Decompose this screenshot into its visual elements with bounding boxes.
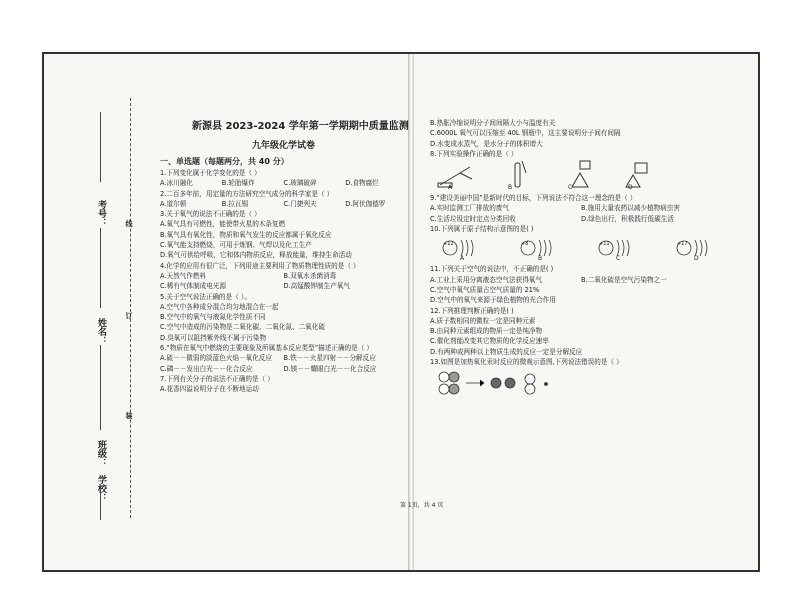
- right-questions: [430, 118, 730, 397]
- question-stem: 7.下列有关分子的说法不正确的是（ ）: [160, 374, 274, 383]
- option-row: [160, 178, 405, 188]
- lab-apparatus-icons: [430, 159, 730, 193]
- figure-q13: [430, 367, 730, 397]
- answer-option: C.空气中氧气质量占空气质量的 21%: [430, 285, 540, 294]
- question-stem: 6.“物质在氧气中燃烧的主要现象及所属基本反应类型”描述正确的是（ ）: [160, 344, 374, 353]
- answer-option: A.道尔顿: [160, 199, 187, 208]
- section-heading: 一、单选题（每题两分，共 40 分）: [160, 157, 289, 166]
- answer-option: D.镁－－耀眼白光－－化合反应: [283, 364, 377, 373]
- answer-option: B.氧气具有氧化性，物质和氧气发生的反应都属于氧化反应: [160, 230, 332, 239]
- answer-option: A.工业上采用分离液态空气法获得氧气: [430, 275, 542, 284]
- answer-option: D.食物腐烂: [345, 179, 379, 188]
- exam-title: 新源县 2023-2024 学年第一学期期中质量监测: [192, 121, 409, 132]
- figure-q10: [430, 234, 730, 264]
- xian-mark: 线: [125, 220, 133, 227]
- answer-option: D.有两种或两种以上物质生成的反应一定是分解反应: [430, 347, 583, 356]
- reaction-micro-diagram: [430, 367, 630, 397]
- answer-option: B.空气中的氧气与液氮化学性质不同: [160, 313, 266, 322]
- figure-q10-label-c: C: [616, 255, 621, 263]
- ding-mark: 订: [125, 312, 133, 319]
- answer-option: C.生活垃圾定时定点分类回收: [430, 214, 516, 223]
- figure-q8-label-d: D: [628, 184, 633, 192]
- question-stem: 10.下列属于原子结构示意图的是( ): [430, 225, 534, 234]
- exam-subtitle: 九年级化学试卷: [252, 141, 316, 151]
- answer-option: B.拉瓦锡: [221, 199, 249, 208]
- answer-option: B.双氧水杀菌消毒: [283, 271, 337, 280]
- answer-option: A.冰川融化: [160, 179, 193, 188]
- option-row: [160, 353, 405, 363]
- figure-q8-label-b: B: [508, 184, 513, 192]
- xingming-label: 姓名：: [96, 318, 106, 345]
- answer-option: A.硫－－微弱的淡蓝色火焰－氧化反应: [160, 354, 272, 363]
- option-row: [160, 364, 405, 374]
- answer-option: A.氧气具有可燃性，能使带火星的木条复燃: [160, 220, 286, 229]
- answer-option: B.二氧化硫是空气污染物之一: [581, 275, 667, 284]
- atom-nucleus-charge: +11: [599, 241, 610, 248]
- answer-option: C.稀有气体制成电光源: [160, 282, 227, 291]
- xuexiao-blank: [100, 490, 101, 520]
- answer-option: D.臭氧可以阻挡紫外线不属于污染物: [160, 333, 267, 342]
- question-stem: 1.下列变化属于化学变化的是（ ）: [160, 169, 261, 177]
- kaohao-label: 考号：: [96, 200, 106, 227]
- answer-option: C.玻璃破碎: [283, 179, 317, 188]
- option-row: [430, 203, 730, 213]
- answer-option: B.施用大量农药以减少植物病虫害: [581, 204, 680, 213]
- left-page: [160, 155, 405, 395]
- page-footer: 第 1页，共 4 页: [400, 502, 444, 509]
- answer-option: B.轮胎爆炸: [221, 179, 255, 188]
- answer-option: C.氧气能支持燃烧，可用于炼钢、气焊以及化工生产: [160, 241, 312, 250]
- answer-option: A.花香四溢说明分子在不断地运动: [160, 385, 259, 394]
- option-row: [160, 281, 405, 291]
- xingming-blank: [100, 228, 101, 308]
- figure-q10-label-a: A: [460, 255, 465, 263]
- answer-option: D.绿色出行，积极践行低碳生活: [581, 214, 674, 223]
- answer-option: A.天然气作燃料: [160, 271, 207, 280]
- answer-option: D.氧气可供给呼吸，它和体内物质反应，释放能量，维持生命活动: [160, 251, 352, 260]
- kaohao-blank: [100, 112, 101, 182]
- answer-option: A.质子数相同的微粒一定是同种元素: [430, 316, 536, 325]
- atom-nucleus-charge: +12: [443, 241, 454, 248]
- figure-q8: [430, 159, 730, 193]
- answer-option: C.门捷列夫: [283, 199, 317, 208]
- answer-option: D.水变成水蒸气，是水分子的体积增大: [430, 139, 543, 148]
- answer-option: D.高锰酸钾制生产氧气: [283, 282, 351, 291]
- binding-line: [130, 98, 131, 518]
- atom-nucleus-charge: +17: [677, 241, 688, 248]
- question-stem: 2.二百多年前，用定量的方法研究空气成分的科学家是（ ）: [160, 189, 334, 198]
- figure-q10-label-d: D: [694, 255, 699, 263]
- question-stem: 9.“建设美丽中国”是新时代的目标，下列说法不符合这一理念的是（ ）: [430, 194, 637, 203]
- atom-nucleus-charge: +8: [521, 241, 529, 248]
- answer-option: B.热胀冷缩说明分子间间隔大小与温度有关: [430, 119, 556, 127]
- question-stem: 13.如图是加热氧化汞时反应的微观示意图,下列说法错误的是（ ）: [430, 358, 623, 367]
- answer-option: C.空气中造成的污染物是二氧化碳、二氧化氮、二氧化硫: [160, 323, 325, 332]
- answer-option: B.由同种元素组成的物质一定是纯净物: [430, 327, 543, 336]
- answer-option: C.6000L 氧气可以压缩至 40L 钢瓶中，这主要说明分子间有间隔: [430, 129, 621, 138]
- right-page: [430, 118, 730, 397]
- answer-option: B.铁－－火星四射－－分解反应: [283, 354, 376, 363]
- question-stem: 11.下列关于空气的说法中，不正确的是( ): [430, 265, 554, 274]
- figure-q8-label-a: A: [448, 184, 453, 192]
- answer-option: D.空气中的氧气来源于绿色植物的光合作用: [430, 296, 556, 305]
- figure-q10-label-b: B: [538, 255, 543, 263]
- answer-option: A.实时监测工厂排放的废气: [430, 204, 510, 213]
- question-stem: 3.关于氧气的说法不正确的是（ ）: [160, 210, 261, 219]
- answer-option: A.空气中各种成分混合均匀地混合在一起: [160, 302, 279, 311]
- xuexiao-label: 学校：: [96, 475, 106, 502]
- question-stem: 5.关于空气说法正确的是（ ）。: [160, 292, 251, 301]
- figure-q8-label-c: C: [568, 184, 573, 192]
- answer-option: C.催化剂能改变其它物质的化学反应速率: [430, 337, 549, 346]
- option-row: [160, 271, 405, 281]
- zhuang-mark: 装: [125, 412, 133, 419]
- question-stem: 8.下列实验操作正确的是（ ）: [430, 149, 518, 158]
- question-stem: 4.化学的应用有很广泛，下列用途主要利用了物质物理性质的是（ ）: [160, 261, 360, 270]
- answer-option: C.磷－－发出白光－－化合反应: [160, 364, 253, 373]
- option-row: [430, 275, 730, 285]
- banji-blank: [100, 345, 101, 430]
- banji-label: 班级：: [96, 440, 106, 467]
- option-row: [430, 214, 730, 224]
- answer-option: D.阿伏伽德罗: [345, 199, 386, 208]
- option-row: [160, 199, 405, 209]
- left-questions: [160, 168, 405, 395]
- question-stem: 12.下列推理判断正确的是( ): [430, 306, 514, 315]
